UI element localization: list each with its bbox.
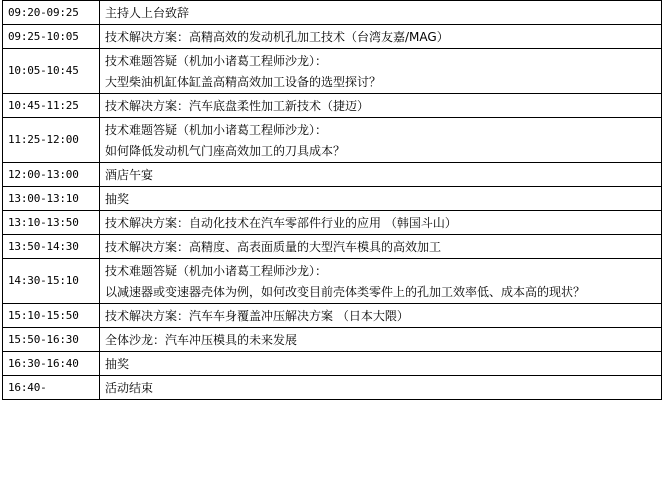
time-cell: 13:00-13:10 xyxy=(3,187,100,211)
table-row xyxy=(3,118,662,163)
time-cell: 15:10-15:50 xyxy=(3,304,100,328)
time-cell: 10:45-11:25 xyxy=(3,94,100,118)
agenda-text: 主持人上台致辞 xyxy=(105,5,190,20)
time-cell: 12:00-13:00 xyxy=(3,163,100,187)
time-cell: 16:30-16:40 xyxy=(3,352,100,376)
table-row xyxy=(3,49,662,94)
table-row xyxy=(3,328,662,352)
agenda-text: 技术解决方案：汽车车身覆盖冲压解决方案 （日本大隈） xyxy=(105,308,409,323)
agenda-cell xyxy=(100,1,662,25)
agenda-cell xyxy=(100,118,662,163)
agenda-cell xyxy=(100,328,662,352)
time-cell: 09:25-10:05 xyxy=(3,25,100,49)
time-cell: 10:05-10:45 xyxy=(3,49,100,94)
agenda-cell xyxy=(100,235,662,259)
table-row xyxy=(3,352,662,376)
agenda-text: 技术难题答疑（机加小诸葛工程师沙龙）： xyxy=(105,263,328,278)
time-cell: 16:40- xyxy=(3,376,100,400)
agenda-text: 技术难题答疑（机加小诸葛工程师沙龙）： xyxy=(105,122,328,137)
time-cell: 13:50-14:30 xyxy=(3,235,100,259)
table-row xyxy=(3,25,662,49)
agenda-cell xyxy=(100,49,662,94)
table-row xyxy=(3,163,662,187)
agenda-text: 全体沙龙：汽车冲压模具的未来发展 xyxy=(105,332,298,347)
table-row xyxy=(3,94,662,118)
table-row xyxy=(3,235,662,259)
agenda-text: 活动结束 xyxy=(105,380,154,395)
agenda-cell xyxy=(100,259,662,304)
agenda-cell xyxy=(100,163,662,187)
table-row xyxy=(3,187,662,211)
agenda-text: 技术解决方案：高精高效的发动机孔加工技术（台湾友嘉/MAG） xyxy=(105,29,449,44)
agenda-text: 抽奖 xyxy=(105,191,130,206)
agenda-cell xyxy=(100,25,662,49)
table-row xyxy=(3,304,662,328)
agenda-cell xyxy=(100,352,662,376)
agenda-cell xyxy=(100,94,662,118)
time-cell: 09:20-09:25 xyxy=(3,1,100,25)
agenda-cell xyxy=(100,211,662,235)
table-row xyxy=(3,211,662,235)
agenda-text: 技术难题答疑（机加小诸葛工程师沙龙）： xyxy=(105,53,328,68)
agenda-text: 大型柴油机缸体缸盖高精高效加工设备的选型探讨？ xyxy=(105,74,382,89)
agenda-cell xyxy=(100,187,662,211)
schedule-table xyxy=(2,0,662,400)
agenda-text: 抽奖 xyxy=(105,356,130,371)
agenda-text: 以减速器或变速器壳体为例，如何改变目前壳体类零件上的孔加工效率低、成本高的现状？ xyxy=(105,284,586,299)
agenda-text: 技术解决方案：自动化技术在汽车零部件行业的应用 （韩国斗山） xyxy=(105,215,457,230)
table-row xyxy=(3,1,662,25)
agenda-cell xyxy=(100,304,662,328)
agenda-text: 如何降低发动机气门座高效加工的刀具成本？ xyxy=(105,143,346,158)
table-row xyxy=(3,376,662,400)
time-cell: 15:50-16:30 xyxy=(3,328,100,352)
time-cell: 13:10-13:50 xyxy=(3,211,100,235)
time-cell: 14:30-15:10 xyxy=(3,259,100,304)
agenda-text: 酒店午宴 xyxy=(105,167,154,182)
table-row xyxy=(3,259,662,304)
time-cell: 11:25-12:00 xyxy=(3,118,100,163)
agenda-cell xyxy=(100,376,662,400)
agenda-text: 技术解决方案：汽车底盘柔性加工新技术（捷迈） xyxy=(105,98,370,113)
agenda-text: 技术解决方案：高精度、高表面质量的大型汽车模具的高效加工 xyxy=(105,239,442,254)
